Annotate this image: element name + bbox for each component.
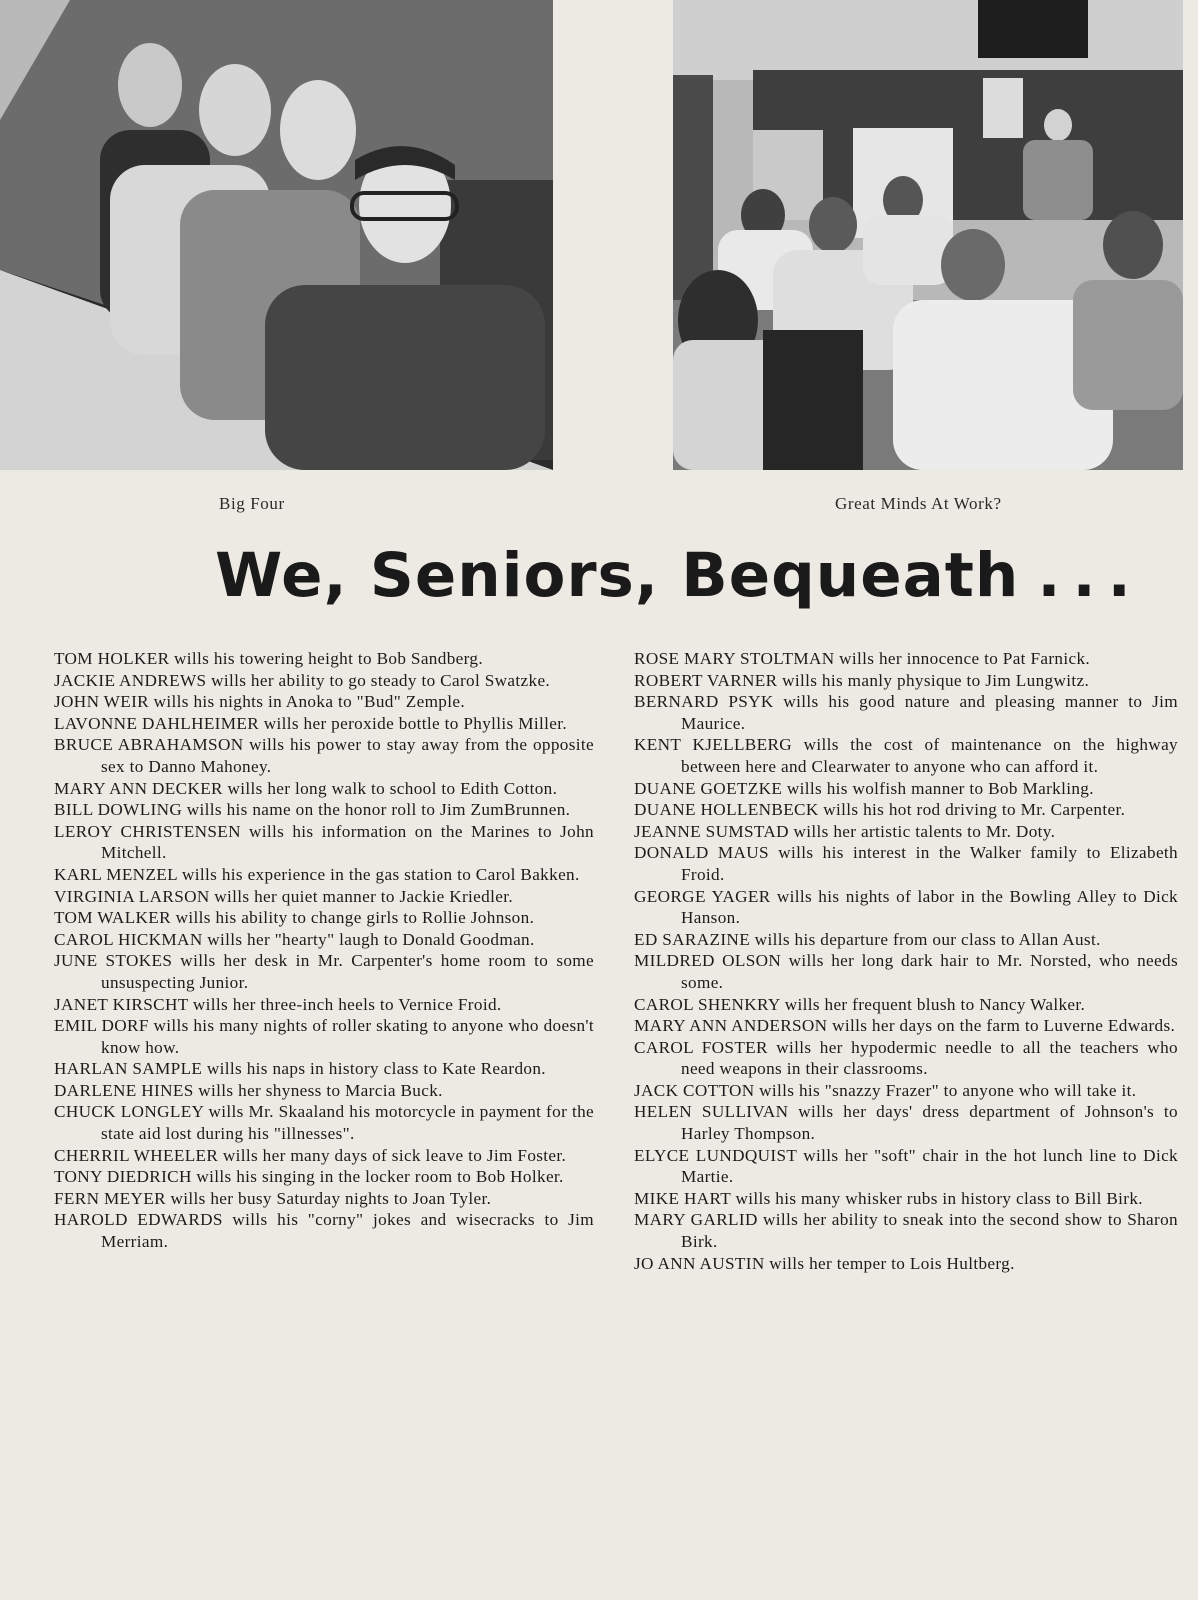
bequest-entry: JACK COTTON wills his "snazzy Frazer" to anyone who will take it. [634, 1080, 1137, 1100]
bequest-entry: CHUCK LONGLEY wills Mr. Skaaland his motorcycle in payment for the state aid lost during his "illnesses". [54, 1102, 594, 1144]
bequest-entry: KARL MENZEL wills his experience in the gas station to Carol Bakken. [54, 864, 580, 884]
bequest-entry: DUANE GOETZKE wills his wolfish manner to Bob Markling. [634, 778, 1094, 798]
bequest-entry: CAROL HICKMAN wills her "hearty" laugh to Donald Goodman. [54, 929, 535, 949]
page-title [215, 540, 1143, 611]
bequest-entry: MARY GARLID wills her ability to sneak into the second show to Sharon Birk. [634, 1210, 1178, 1252]
bequests-right-column [634, 648, 1178, 1274]
caption-great-minds: Great Minds At Work? [835, 494, 1002, 513]
bequest-entry: VIRGINIA LARSON wills her quiet manner to Jackie Kriedler. [54, 886, 513, 906]
bequest-entry: TOM HOLKER wills his towering height to Bob Sandberg. [54, 649, 483, 668]
bequest-entry: ED SARAZINE wills his departure from our class to Allan Aust. [634, 929, 1101, 949]
bequest-entry: ROBERT VARNER wills his manly physique to Jim Lungwitz. [634, 670, 1090, 690]
bequest-entry: DONALD MAUS wills his interest in the Walker family to Elizabeth Froid. [634, 843, 1178, 884]
bequest-entry: TOM WALKER wills his ability to change girls to Rollie Johnson. [54, 908, 535, 928]
bequest-entry: JACKIE ANDREWS wills her ability to go steady to Carol Swatzke. [54, 670, 551, 690]
bequest-entry: ROSE MARY STOLTMAN wills her innocence to Pat Farnick. [634, 649, 1091, 668]
bequest-entry: TONY DIEDRICH wills his singing in the locker room to Bob Holker. [54, 1167, 564, 1187]
caption-big-four: Big Four [219, 494, 285, 513]
bequest-entry: FERN MEYER wills her busy Saturday nights to Joan Tyler. [54, 1188, 492, 1208]
photo-classroom-image [673, 0, 1183, 470]
bequest-entry: DUANE HOLLENBECK wills his hot rod driving to Mr. Carpenter. [634, 800, 1126, 820]
bequest-entry: CAROL SHENKRY wills her frequent blush to Nancy Walker. [634, 994, 1086, 1014]
bequest-entry: CAROL FOSTER wills her hypodermic needle to all the teachers who need weapons in their classrooms. [634, 1037, 1178, 1079]
bequest-entry: HARLAN SAMPLE wills his naps in history class to Kate Reardon. [54, 1059, 546, 1079]
bequest-entry: MILDRED OLSON wills her long dark hair to Mr. Norsted, who needs some. [634, 951, 1178, 992]
bequest-entry: JEANNE SUMSTAD wills her artistic talents to Mr. Doty. [634, 821, 1056, 841]
bequest-entry: JO ANN AUSTIN wills her temper to Lois Hultberg. [634, 1253, 1015, 1273]
photo-big-four-image [0, 0, 553, 470]
bequest-entry: MARY ANN DECKER wills her long walk to school to Edith Cotton. [54, 778, 558, 798]
bequest-entry: ELYCE LUNDQUIST wills her "soft" chair in the hot lunch line to Dick Martie. [634, 1145, 1178, 1187]
bequest-entry: GEORGE YAGER wills his nights of labor in the Bowling Alley to Dick Hanson. [634, 886, 1178, 928]
bequest-entry: EMIL DORF wills his many nights of roller skating to anyone who doesn't know how. [54, 1016, 594, 1057]
photo-classroom [673, 0, 1183, 470]
bequest-entry: KENT KJELLBERG wills the cost of maintenance on the highway between here and Clearwater to anyone who can afford it. [634, 735, 1178, 776]
bequest-entry: HELEN SULLIVAN wills her days' dress department of Johnson's to Harley Thompson. [634, 1102, 1178, 1144]
bequest-entry: MIKE HART wills his many whisker rubs in history class to Bill Birk. [634, 1188, 1143, 1208]
bequest-entry: LEROY CHRISTENSEN wills his information on the Marines to John Mitchell. [54, 821, 594, 863]
bequest-entry: BERNARD PSYK wills his good nature and pleasing manner to Jim Maurice. [634, 692, 1178, 733]
bequest-entry: CHERRIL WHEELER wills her many days of sick leave to Jim Foster. [54, 1145, 567, 1165]
page-title-text: We, Seniors, Bequeath [215, 540, 1020, 611]
bequest-entry: BILL DOWLING wills his name on the honor roll to Jim ZumBrunnen. [54, 800, 571, 820]
bequest-entry: LAVONNE DAHLHEIMER wills her peroxide bottle to Phyllis Miller. [54, 713, 567, 733]
bequests-left-column [54, 648, 594, 1253]
bequest-entry: DARLENE HINES wills her shyness to Marcia Buck. [54, 1080, 443, 1100]
bequest-entry: JUNE STOKES wills her desk in Mr. Carpenter's home room to some unsuspecting Junior. [54, 951, 594, 992]
bequest-entry: JOHN WEIR wills his nights in Anoka to "Bud" Zemple. [54, 692, 465, 712]
page-title-dots: ... [1037, 540, 1143, 611]
bequest-entry: JANET KIRSCHT wills her three-inch heels to Vernice Froid. [54, 994, 502, 1014]
bequest-entry: BRUCE ABRAHAMSON wills his power to stay away from the opposite sex to Danno Mahoney. [54, 735, 594, 776]
photo-big-four [0, 0, 553, 470]
bequest-entry: MARY ANN ANDERSON wills her days on the farm to Luverne Edwards. [634, 1016, 1176, 1036]
bequest-entry: HAROLD EDWARDS wills his "corny" jokes and wisecracks to Jim Merriam. [54, 1210, 594, 1252]
